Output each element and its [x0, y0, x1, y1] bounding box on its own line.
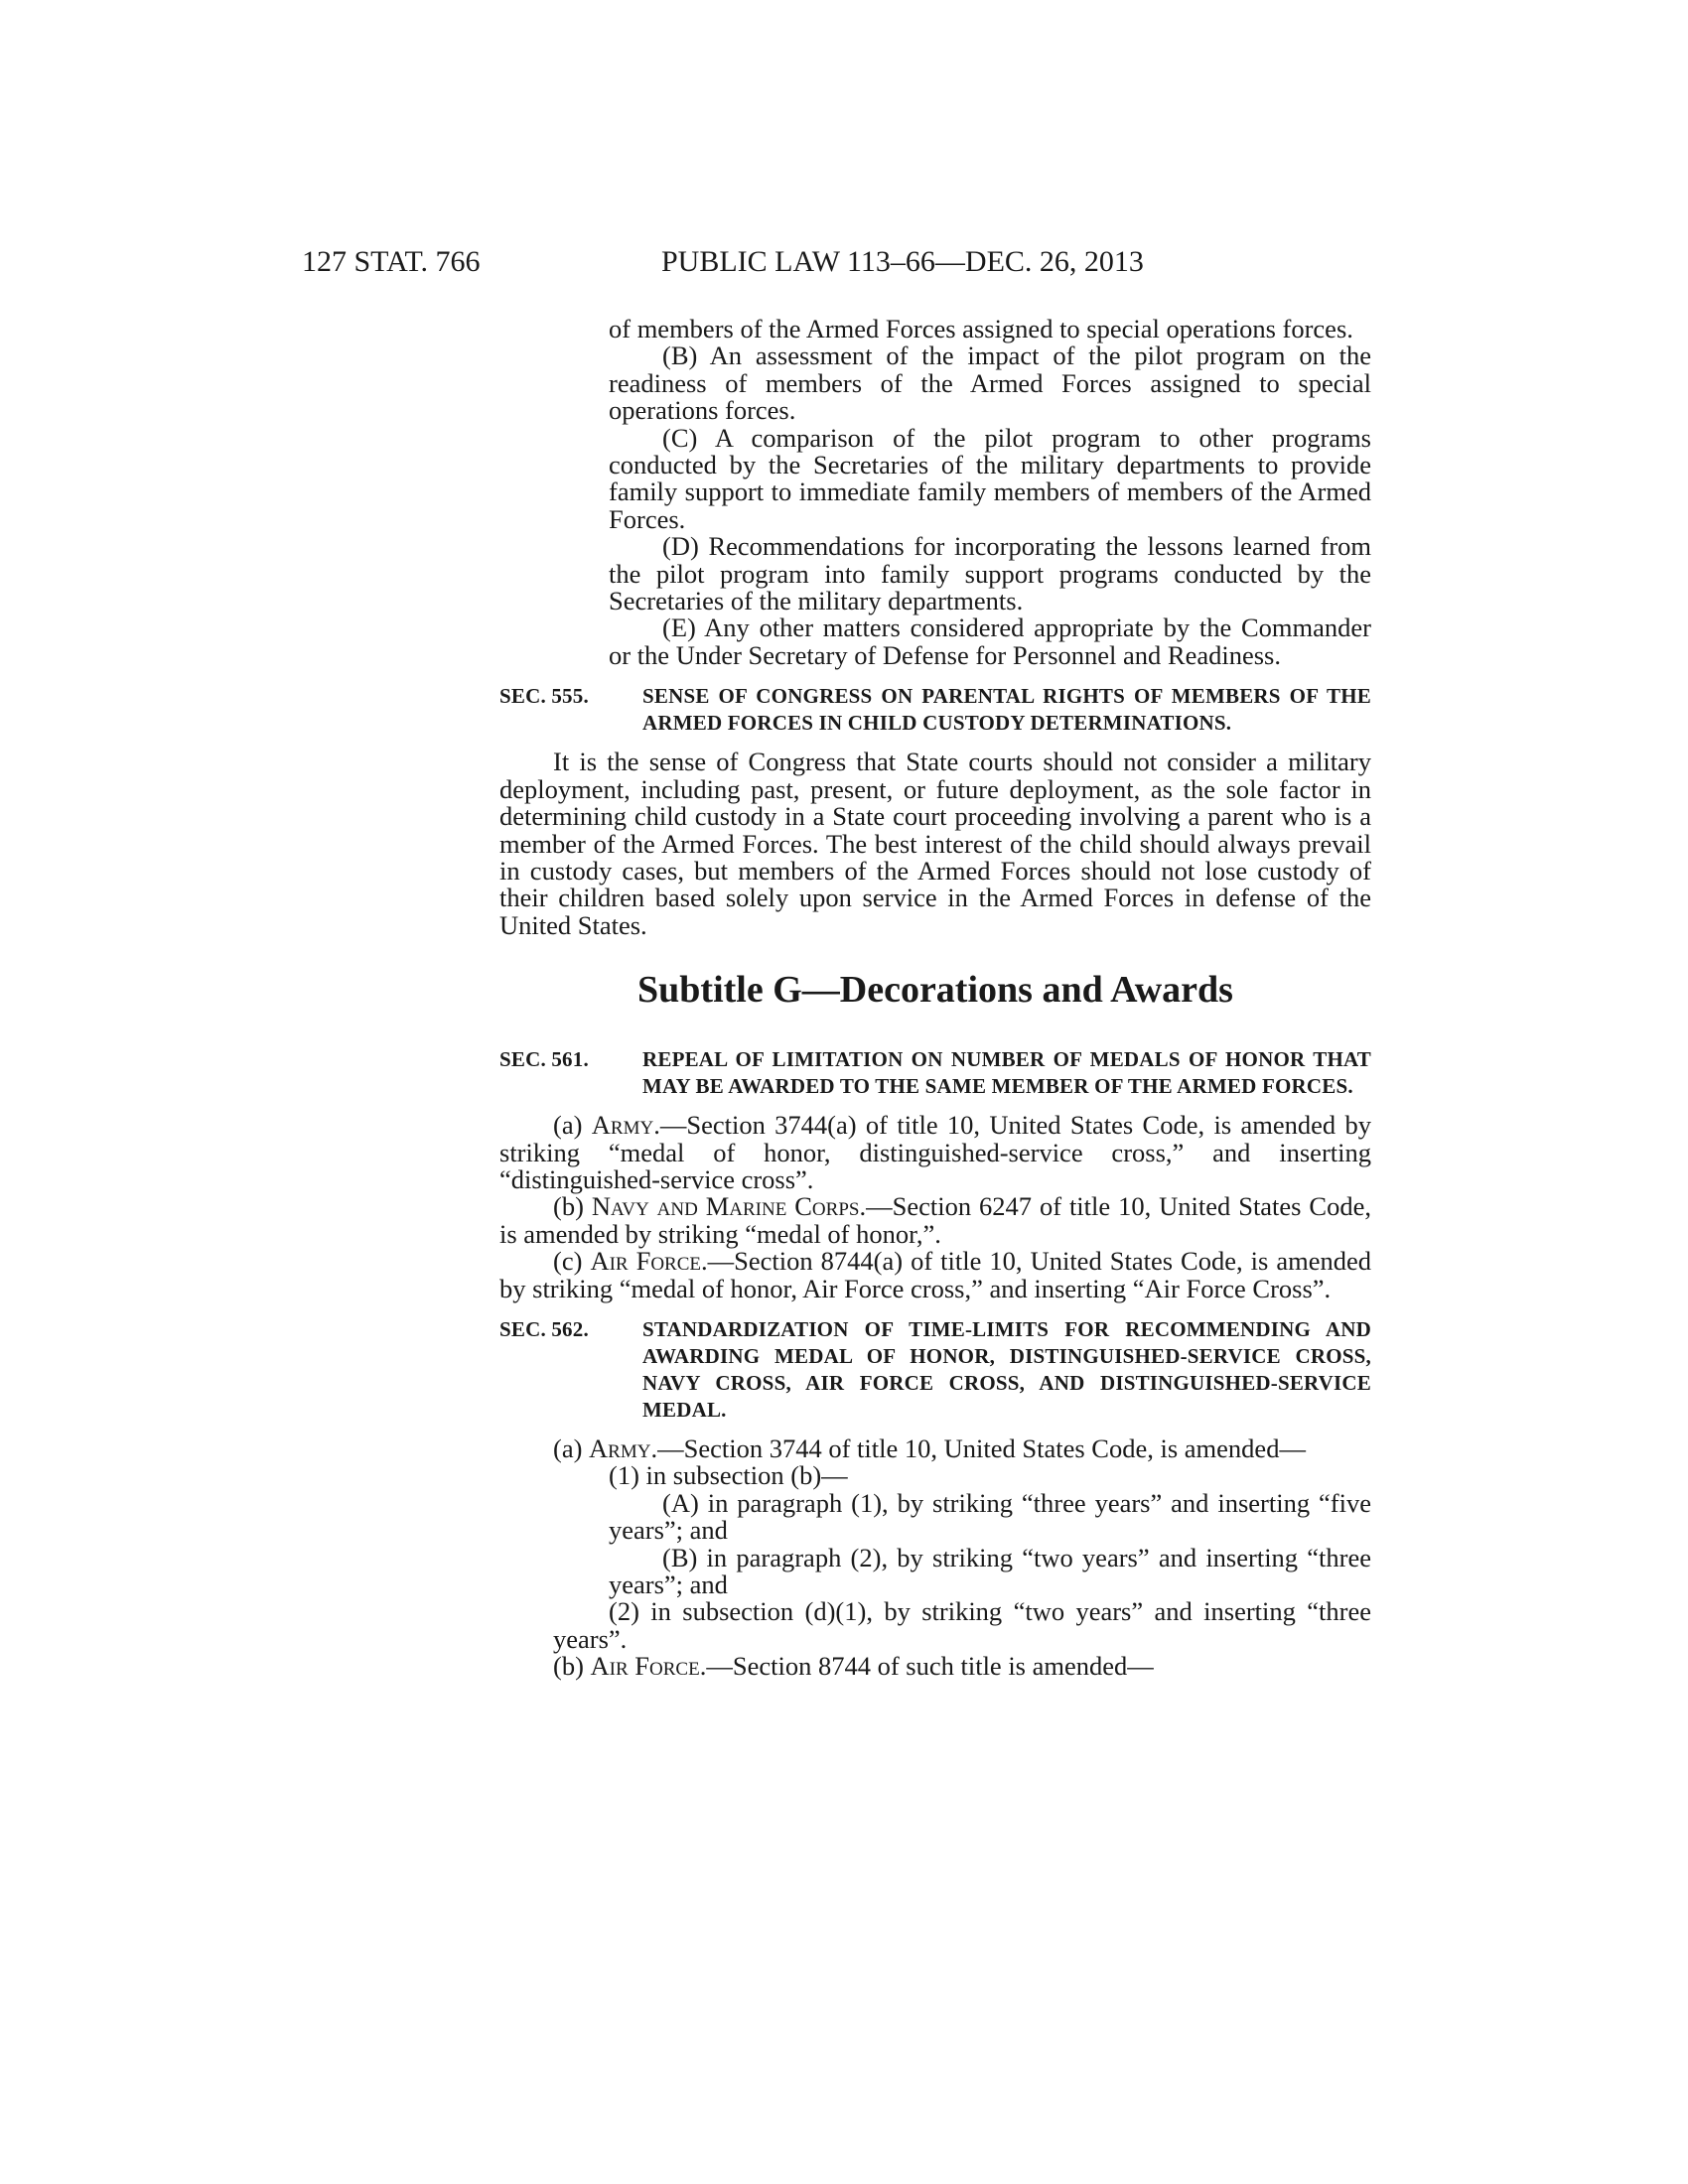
continuation-text: of members of the Armed Forces assigned to special operations forces.	[609, 314, 1353, 343]
section-561-heading	[499, 1046, 1371, 1100]
section-number: SEC. 562.	[499, 1316, 589, 1341]
subsection-label: (a)	[553, 1110, 592, 1141]
subsection-heading: Air Force	[590, 1246, 702, 1277]
subtitle-heading: Subtitle G—Decorations and Awards	[637, 969, 1233, 1012]
subsection-text: .—Section 3744(a) of title 10, United States Code, is amended by striking “medal of honor, distinguished-service cross,” and inserting “distinguished-service cross”.	[499, 1110, 1371, 1194]
subsection-text: .—Section 6247 of title 10, United States Code, is amended by striking “medal of honor,”.	[499, 1191, 1371, 1249]
subsection-label: (a)	[553, 1433, 590, 1463]
section-title: SENSE OF CONGRESS ON PARENTAL RIGHTS OF MEMBERS OF THE ARMED FORCES IN CHILD CUSTODY DETERMINATIONS.	[642, 684, 1371, 736]
page-header	[0, 245, 1688, 285]
section-562-subsection-a	[499, 1435, 1371, 1462]
section-number: SEC. 561.	[499, 1047, 589, 1072]
subsection-heading: Navy and Marine Corps	[591, 1191, 860, 1222]
section-561-subsection-a	[499, 1112, 1371, 1193]
paragraph-2: (2) in subsection (d)(1), by striking “two years” and inserting “three years”.	[553, 1596, 1371, 1654]
subsection-label: (b)	[553, 1651, 591, 1682]
subparagraph-e: (E) Any other matters considered appropriate by the Commander or the Under Secretary of Defense for Personnel and Readiness.	[609, 613, 1371, 670]
section-561-subsection-b	[499, 1193, 1371, 1248]
subsection-label: (b)	[553, 1191, 592, 1222]
subparagraph-a: (A) in paragraph (1), by striking “three years” and inserting “five years”; and	[609, 1487, 1371, 1546]
public-law-reference: PUBLIC LAW 113–66—DEC. 26, 2013	[661, 245, 1144, 278]
subsection-text: .—Section 8744(a) of title 10, United States Code, is amended by striking “medal of honor, Air Force cross,” and inserting “Air Force Cross”.	[499, 1246, 1371, 1303]
subsection-text: .—Section 3744 of title 10, United States Code, is amended—	[650, 1433, 1306, 1463]
paragraph-2-block	[499, 1598, 1371, 1653]
section-555-body: It is the sense of Congress that State courts should not consider a military deployment, including past, present, or future deployment, as the sole factor in determining child custody in a State court proceeding involving a parent who is a member of the Armed Forces. The best interest of the child should always prevail in custody cases, but members of the Armed Forces should not lose custody of their children based solely upon service in the Armed Forces in defense of the United States.	[499, 747, 1371, 940]
section-562-heading	[499, 1316, 1371, 1424]
subparagraph-b: (B) An assessment of the impact of the pilot program on the readiness of members of the Armed Forces assigned to special operations forces.	[609, 341, 1371, 426]
subsection-heading: Army	[591, 1110, 654, 1141]
subsection-label: (c)	[553, 1246, 591, 1277]
paragraph-1-block	[499, 1462, 1371, 1489]
subsection-heading: Army	[589, 1433, 651, 1463]
subparagraph-b: (B) in paragraph (2), by striking “two years” and inserting “three years”; and	[609, 1542, 1371, 1599]
continued-subparagraphs	[499, 316, 1371, 669]
section-561-subsection-c	[499, 1248, 1371, 1302]
subparagraph-c: (C) A comparison of the pilot program to other programs conducted by the Secretaries of the military departments to provide family support to immediate family members of members of the Armed Forces.	[609, 422, 1371, 534]
section-title: REPEAL OF LIMITATION ON NUMBER OF MEDALS OF HONOR THAT MAY BE AWARDED TO THE SAME MEMBER OF THE ARMED FORCES.	[642, 1047, 1371, 1099]
statute-reference: 127 STAT. 766	[302, 245, 481, 278]
subsection-text: .—Section 8744 of such title is amended—	[699, 1651, 1154, 1682]
section-number: SEC. 555.	[499, 684, 589, 709]
section-555-heading	[499, 683, 1371, 737]
subparagraphs-block	[499, 1487, 1371, 1599]
subparagraph-d: (D) Recommendations for incorporating the lessons learned from the pilot program into family support programs conducted by the Secretaries of the military departments.	[609, 531, 1371, 616]
document-body	[499, 316, 1371, 1681]
subsection-heading: Air Force	[590, 1651, 700, 1682]
section-title: STANDARDIZATION OF TIME-LIMITS FOR RECOMMENDING AND AWARDING MEDAL OF HONOR, DISTINGUISHED-SERVICE CROSS, NAVY CROSS, AIR FORCE CROSS, AND DISTINGUISHED-SERVICE MEDAL.	[642, 1316, 1371, 1422]
paragraph-1: (1) in subsection (b)—	[609, 1460, 848, 1491]
section-562-subsection-b	[499, 1653, 1371, 1680]
